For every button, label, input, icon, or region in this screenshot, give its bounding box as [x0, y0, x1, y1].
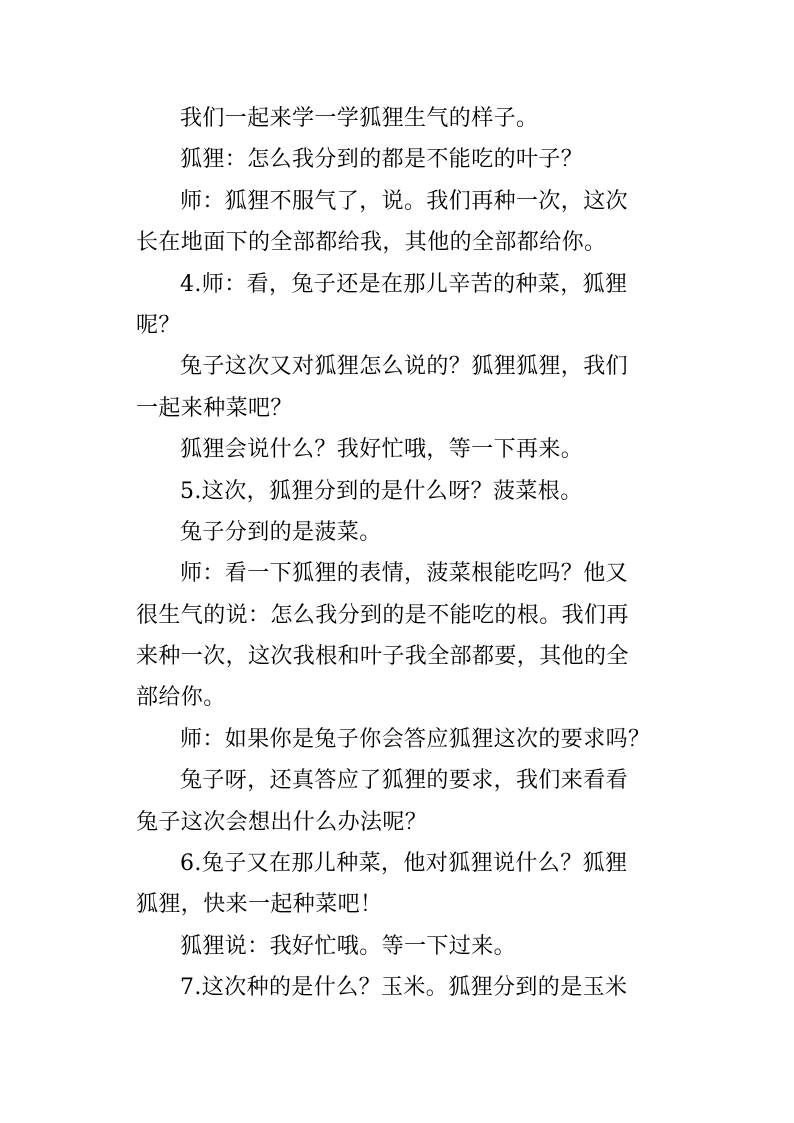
text-line: 4.师：看，兔子还是在那儿辛苦的种菜，狐狸	[180, 271, 628, 297]
text-line: 师：看一下狐狸的表情，菠菜根能吃吗？他又	[180, 561, 629, 587]
text-line: 狐狸会说什么？我好忙哦，等一下再来。	[180, 437, 584, 463]
text-line: 师：狐狸不服气了，说。我们再种一次，这次	[180, 188, 629, 214]
text-line: 我们一起来学一学狐狸生气的样子。	[180, 106, 539, 131]
text-line: 呢？	[136, 312, 181, 338]
text-line: 师：如果你是兔子你会答应狐狸这次的要求吗？	[180, 726, 651, 752]
text-line: 7.这次种的是什么？玉米。狐狸分到的是玉米	[180, 975, 628, 1001]
text-line: 兔子呀，还真答应了狐狸的要求，我们来看看	[180, 768, 629, 794]
text-line: 长在地面下的全部都给我，其他的全部都给你。	[136, 230, 607, 256]
text-line: 来种一次，这次我根和叶子我全部都要，其他的全	[136, 644, 629, 670]
text-line: 狐狸：怎么我分到的都是不能吃的叶子？	[180, 147, 584, 173]
text-line: 很生气的说：怎么我分到的是不能吃的根。我们再	[136, 602, 629, 628]
text-line: 兔子这次会想出什么办法呢？	[136, 809, 428, 835]
text-line: 部给你。	[136, 685, 226, 711]
text-line: 兔子这次又对狐狸怎么说的？狐狸狐狸，我们	[180, 354, 629, 380]
text-line: 5.这次，狐狸分到的是什么呀？菠菜根。	[180, 478, 583, 504]
text-line: 狐狸，快来一起种菜吧！	[136, 892, 383, 918]
text-line: 一起来种菜吧？	[136, 395, 293, 421]
text-line: 兔子分到的是菠菜。	[180, 519, 382, 545]
text-line: 6.兔子又在那儿种菜，他对狐狸说什么？狐狸	[180, 851, 628, 877]
document-body	[136, 98, 666, 1009]
text-line: 狐狸说：我好忙哦。等一下过来。	[180, 933, 517, 959]
